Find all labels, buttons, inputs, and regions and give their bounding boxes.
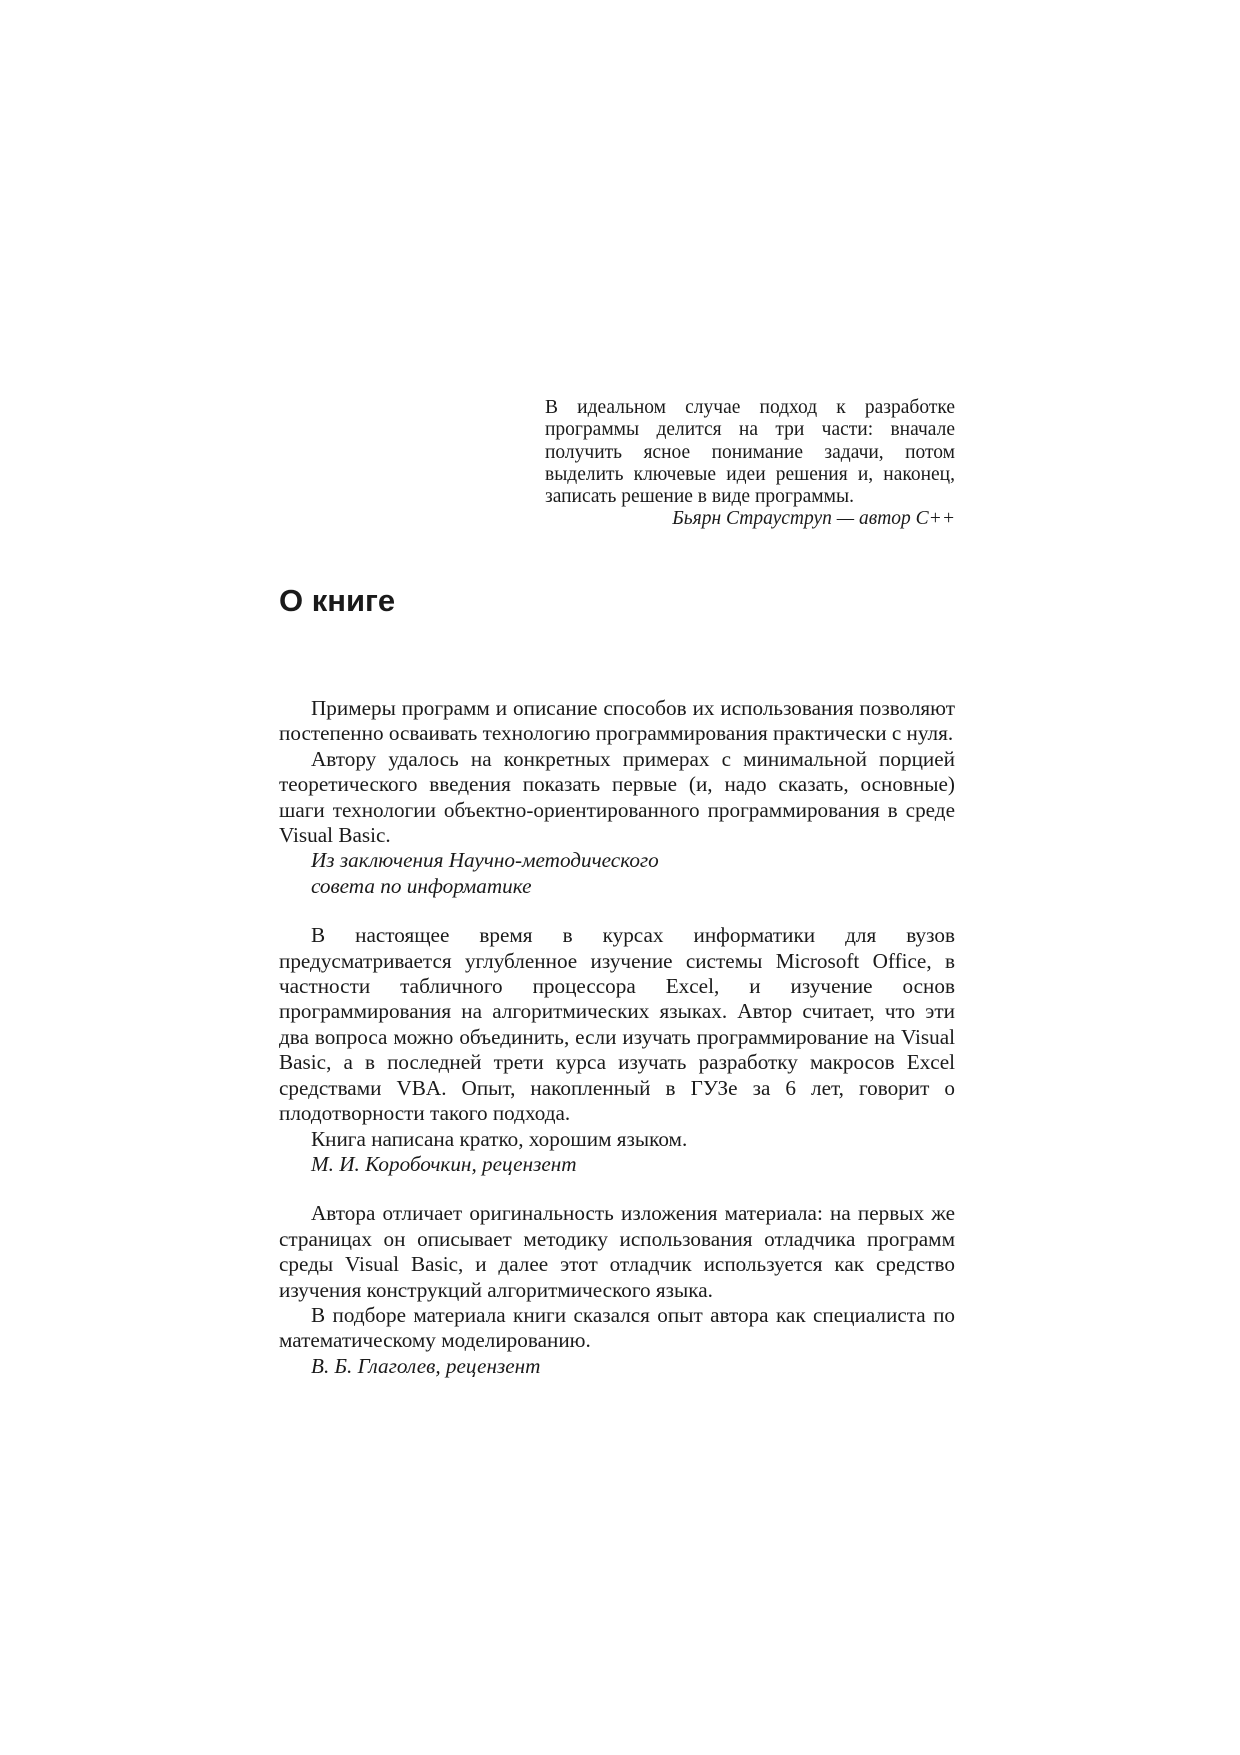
signature-line: В. Б. Глаголев, рецензент	[311, 1353, 541, 1378]
review-signature	[279, 1354, 955, 1379]
signature-line: М. И. Коробочкин, рецензент	[311, 1151, 577, 1176]
review-glagolev	[279, 1201, 955, 1379]
review-council	[279, 696, 955, 899]
epigraph-author: Бьярн Страуструп — автор С++	[672, 508, 955, 530]
review-paragraph: В настоящее время в курсах информатики для вузов предусматривается углубленное изучение системы Microsoft Office, в частности табличного процессора Excel, и изучение основ программирования на алгоритмических языках. Автор считает, что эти два вопроса можно объединить, если изучать программирование на Visual Basic, а в последней трети курса изучать разработку макросов Excel средствами VBA. Опыт, накопленный в ГУЗе за 6 лет, говорит о плодотворности такого подхода.	[279, 923, 955, 1126]
epigraph-text: В идеальном случае подход к разработке программы делится на три части: вначале получить ясное понимание задачи, потом выделить ключевые идеи решения и, наконец, записать решение в виде программы.	[545, 397, 955, 508]
reviews-section	[279, 696, 955, 1379]
review-signature	[279, 1152, 955, 1177]
epigraph	[545, 397, 955, 531]
signature-line: совета по информатике	[311, 873, 532, 898]
review-signature	[279, 848, 955, 899]
review-paragraph: Книга написана кратко, хорошим языком.	[311, 1126, 688, 1151]
review-paragraph: Автора отличает оригинальность изложения материала: на первых же страницах он описывает методику использования отладчика программ среды Visual Basic, и далее этот отладчик используется как средство изучения конструкций алгоритмического языка.	[279, 1201, 955, 1302]
review-paragraph: Примеры программ и описание способов их использования позволяют постепенно осваивать технологию программирования практически с нуля.	[279, 696, 955, 746]
page-title: О книге	[279, 583, 396, 618]
signature-line: Из заключения Научно-методического	[311, 848, 659, 873]
review-korobochkin	[279, 923, 955, 1177]
review-paragraph: Автору удалось на конкретных примерах с минимальной порцией теоретического введения показать первые (и, надо сказать, основные) шаги технологии объектно-ориентированного программирования в среде Visual Basic.	[279, 746, 955, 848]
review-paragraph: В подборе материала книги сказался опыт автора как специалиста по математическому моделированию.	[279, 1302, 955, 1353]
